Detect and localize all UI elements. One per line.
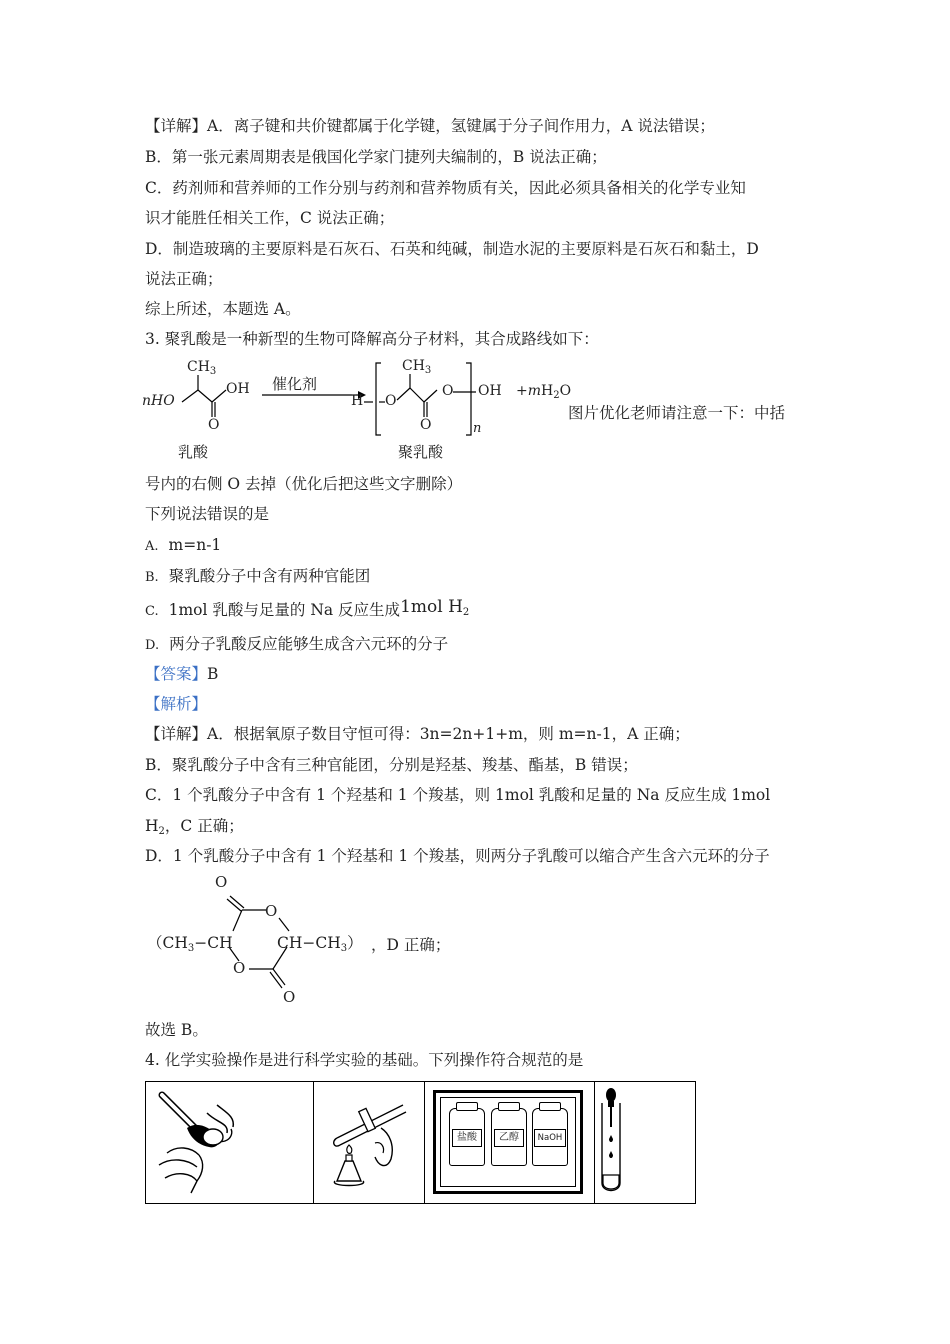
heating-tube-figure <box>315 1083 423 1202</box>
option-d-text: 两分子乳酸反应能够生成含六元环的分子 <box>169 635 449 653</box>
polymer-o-right: O <box>442 383 454 399</box>
catalyst-label: 催化剂 <box>272 375 318 393</box>
ring-o-left: O <box>233 959 246 977</box>
option-c-letter: C. <box>145 604 159 619</box>
option-b-text: 聚乳酸分子中含有两种官能团 <box>168 567 371 585</box>
ring-structure <box>145 873 465 1008</box>
q2-detail-b: B．第一张元素周期表是俄国化学家门捷列夫编制的，B 说法正确； <box>145 148 607 166</box>
polylactic-acid-label: 聚乳酸 <box>398 443 444 461</box>
ring-o-top: O <box>215 873 228 891</box>
q2-detail-d1: D．制造玻璃的主要原料是石灰石、石英和纯碱，制造水泥的主要原料是石灰石和黏土，D <box>145 240 759 258</box>
bottle-hcl <box>449 1108 485 1166</box>
polymer-n-label: n <box>473 421 482 436</box>
q3-stem: 3. 聚乳酸是一种新型的生物可降解高分子材料，其合成路线如下： <box>145 330 599 348</box>
n-ho-label: nHO <box>142 393 175 409</box>
q2-detail-d2: 说法正确； <box>145 270 223 288</box>
analysis-label: 【解析】 <box>145 695 208 713</box>
option-a <box>145 535 221 557</box>
oh-label: OH <box>226 381 250 397</box>
polymer-ch3-label: $CH_3$ <box>402 358 432 376</box>
bottle-ethanol-label: 乙醇 <box>494 1129 524 1147</box>
table-divider-2 <box>424 1081 425 1204</box>
water-label: $+mH_2O$ <box>516 383 572 401</box>
option-b <box>145 566 370 588</box>
editor-note-1: 图片优化老师请注意一下：中括 <box>568 404 786 422</box>
reaction-scheme <box>140 355 580 465</box>
bottle-hcl-label: 盐酸 <box>452 1129 482 1147</box>
option-a-letter: A. <box>145 539 159 554</box>
q3-detail-b: B．聚乳酸分子中含有三种官能团，分别是羟基、羧基、酯基，B 错误； <box>145 756 638 774</box>
polymer-oh-label: OH <box>478 383 502 399</box>
polymer-carbonyl-o: O <box>420 417 432 433</box>
polymer-h-label: H <box>351 393 364 409</box>
option-c <box>145 597 470 626</box>
q2-detail-c2: 识才能胜任相关工作，C 说法正确； <box>145 209 395 227</box>
option-a-text: m=n-1 <box>168 536 222 554</box>
q2-summary: 综上所述，本题选 A。 <box>145 300 301 318</box>
lactic-acid-label: 乳酸 <box>178 443 209 461</box>
q3-question: 下列说法错误的是 <box>145 505 270 523</box>
ch3-label: $CH_3$ <box>187 359 217 377</box>
option-c-text: 1mol 乳酸与足量的 Na 反应生成 <box>168 601 401 619</box>
q2-detail-c1: C．药剂师和营养师的工作分别与药剂和营养物质有关，因此必须具备相关的化学专业知 <box>145 179 746 197</box>
ring-tail-text: ，D 正确； <box>371 936 451 954</box>
bottle-naoh-label: NaOH <box>534 1129 566 1147</box>
answer-value: B <box>207 665 219 683</box>
answer-label: 【答案】 <box>145 665 208 683</box>
carbonyl-o-label: O <box>208 417 220 433</box>
bottle-ethanol <box>491 1108 527 1166</box>
ring-right-group: $CH-CH_3$） <box>277 934 363 954</box>
ring-o-right: O <box>265 902 278 920</box>
q4-stem: 4. 化学实验操作是进行科学实验的基础。下列操作符合规范的是 <box>145 1051 584 1069</box>
option-b-letter: B. <box>145 570 159 585</box>
ring-left-group: （$CH_3-CH$ <box>147 934 233 954</box>
bottle-naoh <box>532 1108 568 1166</box>
option-d-letter: D. <box>145 638 160 653</box>
editor-note-2: 号内的右侧 O 去掉（优化后把这些文字删除） <box>145 475 463 493</box>
ring-o-bottom: O <box>283 988 296 1006</box>
q2-detail-a: 【详解】A．离子键和共价键都属于化学键，氢键属于分子间作用力，A 说法错误； <box>145 117 715 135</box>
hand-tongs-figure <box>147 1083 312 1202</box>
option-c-h2: 1mol $H_2$ <box>400 597 470 618</box>
polymer-o-left: O <box>385 393 397 409</box>
q3-detail-c1: C．1 个乳酸分子中含有 1 个羟基和 1 个羧基，则 1mol 乳酸和足量的 Na 反应生成 1mol <box>145 786 771 804</box>
q3-detail-d1: D．1 个乳酸分子中含有 1 个羟基和 1 个羧基，则两分子乳酸可以缩合产生含六元环的分子 <box>145 847 770 865</box>
answer-line <box>145 664 218 684</box>
q3-detail-a: 【详解】A．根据氧原子数目守恒可得：3n=2n+1+m，则 m=n-1，A 正确； <box>145 725 690 743</box>
q3-detail-c2: $H_2$，C 正确； <box>145 817 244 837</box>
dropper-tube-figure <box>596 1083 630 1202</box>
option-d <box>145 634 448 656</box>
table-divider-1 <box>313 1081 314 1204</box>
q3-conclusion: 故选 B。 <box>145 1021 208 1039</box>
table-divider-3 <box>594 1081 595 1204</box>
